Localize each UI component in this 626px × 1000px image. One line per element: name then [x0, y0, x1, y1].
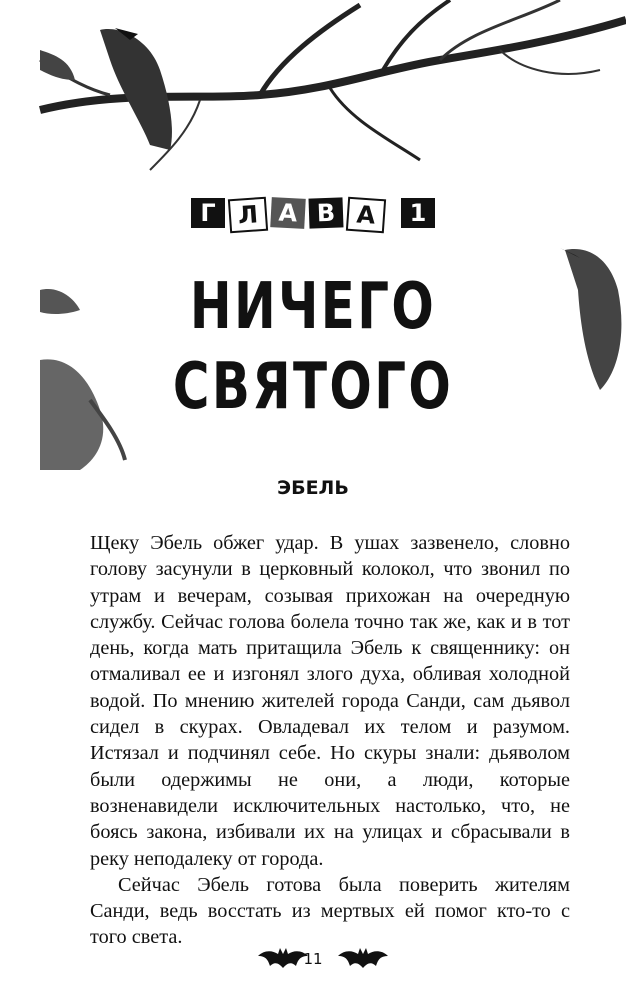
chapter-title-line2: СВЯТОГО [172, 350, 454, 424]
body-text [90, 530, 570, 951]
chapter-label-space [389, 198, 397, 228]
chapter-label-letter: В [308, 197, 343, 228]
chapter-label-letter: Г [191, 198, 225, 228]
chapter-label-letter: А [270, 197, 306, 229]
chapter-label-letter: Л [228, 197, 268, 234]
chapter-number: 1 [401, 198, 435, 228]
chapter-label-letter: А [346, 197, 386, 234]
bat-icon [338, 944, 388, 972]
chapter-label [0, 198, 626, 232]
chapter-title-line1: НИЧЕГО [189, 270, 437, 344]
pov-character: ЭБЕЛЬ [277, 477, 349, 499]
paragraph: Щеку Эбель обжег удар. В ушах зазвенело, словно голову засунули в церковный колокол, что звонил по утрам и вечерам, созывая прихожан на очередную службу. Сейчас голова болела точно так же, как и в тот день, когда мать притащила Эбель к священнику: он отмаливал ее и изгонял злого духа, обливая холодной водой. По мнению жителей города Санди, сам дьявол сидел в скурах. Овладевал их телом и разумом. Истязал и подчинял себе. Но скуры знали: дьяволом были одержимы не они, а люди, которые возненавидели исключительных настолько, что, не боясь закона, избивали их на улицах и сбрасывали в реку неподалеку от города. [90, 532, 570, 870]
page-footer [0, 944, 626, 974]
paragraph: Сейчас Эбель готова была поверить жителям Санди, ведь восстать из мертвых ей помог кто-то с того света. [90, 873, 570, 949]
page-number: 11 [303, 950, 323, 968]
